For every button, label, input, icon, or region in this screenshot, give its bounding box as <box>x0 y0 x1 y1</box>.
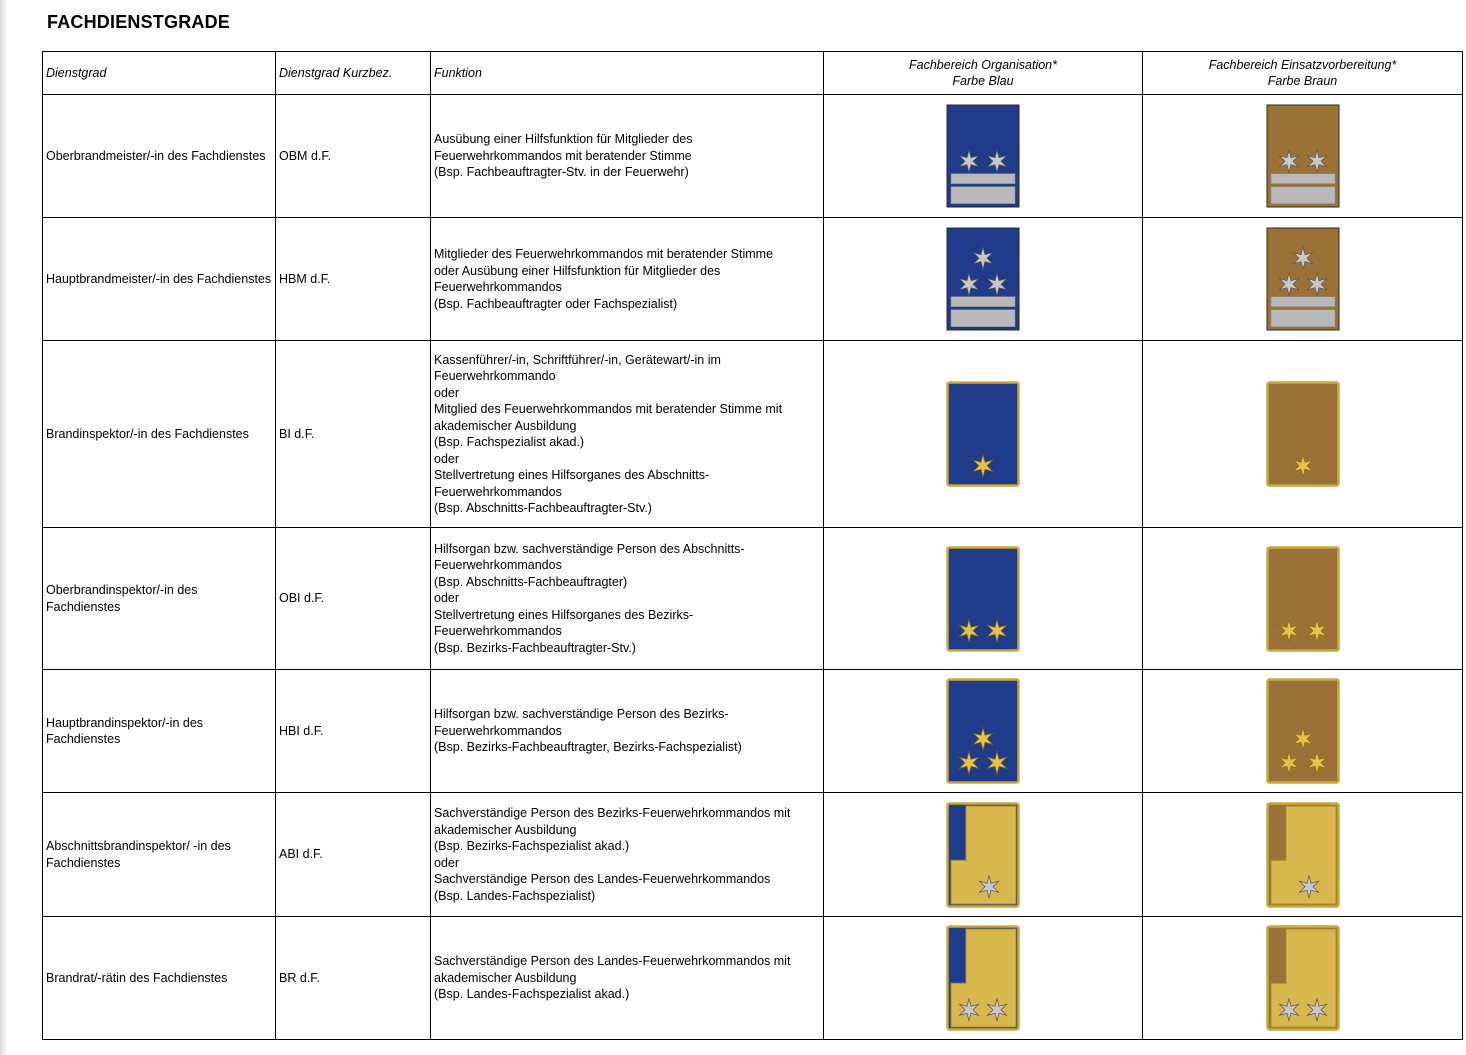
funktion-line: Stellvertretung eines Hilfsorganes des Abschnitts- <box>434 468 710 482</box>
funktion-line: Feuerwehrkommando <box>434 369 556 383</box>
funktion-cell <box>431 793 824 917</box>
funktion-cell <box>431 95 824 218</box>
funktion-line: Hilfsorgan bzw. sachverständige Person des Abschnitts- <box>434 541 745 556</box>
kurzbez-cell: OBI d.F. <box>276 528 431 670</box>
funktion-cell <box>431 917 824 1040</box>
header-einsatz <box>1143 52 1463 95</box>
funktion-line: (Bsp. Bezirks-Fachbeauftragter, Bezirks-Fachspezialist) <box>434 740 742 755</box>
funktion-line: Mitglied des Feuerwehrkommandos mit beratender Stimme mit <box>434 402 783 416</box>
table-row <box>43 528 1463 670</box>
page-title: FACHDIENSTGRADE <box>47 12 231 32</box>
funktion-line: akademischer Ausbildung <box>434 822 577 837</box>
dienstgrad-cell: Brandinspektor/-in des Fachdienstes <box>43 341 276 528</box>
funktion-line: (Bsp. Fachspezialist akad.) <box>434 435 585 449</box>
badge-organisation-cell <box>824 95 1143 218</box>
funktion-line: Sachverständige Person des Landes-Feuerwehrkommandos <box>434 872 771 886</box>
badge-organisation-cell <box>824 793 1143 917</box>
kurzbez-cell: OBM d.F. <box>276 95 431 218</box>
header-einsatz-line2: Farbe Braun <box>1267 74 1338 88</box>
badge-einsatz-cell <box>1143 341 1463 528</box>
funktion-line: akademischer Ausbildung <box>434 970 577 985</box>
funktion-line: Sachverständige Person des Landes-Feuerwehrkommandos mit <box>434 954 791 969</box>
funktion-line: Feuerwehrkommandos <box>434 558 562 573</box>
badge-einsatz-brown <box>1266 227 1340 331</box>
badge-organisation-blue <box>946 381 1020 487</box>
ranks-table <box>42 51 1463 1040</box>
funktion-line: Stellvertretung eines Hilfsorganes des Bezirks- <box>434 607 694 622</box>
dienstgrad-cell: Hauptbrandmeister/-in des Fachdienstes <box>43 218 276 341</box>
funktion-line: (Bsp. Landes-Fachspezialist akad.) <box>434 987 630 1002</box>
funktion-line: Kassenführer/-in, Schriftführer/-in, Gerätewart/-in im <box>434 352 721 367</box>
dienstgrad-cell: Oberbrandinspektor/-in des Fachdienstes <box>43 528 276 670</box>
table-header-row <box>43 52 1463 95</box>
badge-organisation-cell <box>824 917 1143 1040</box>
table-row <box>43 341 1463 528</box>
header-dienstgrad: Dienstgrad <box>43 52 276 95</box>
ranks-table-body <box>43 95 1463 1040</box>
badge-einsatz-brown <box>1266 925 1340 1031</box>
funktion-cell <box>431 670 824 793</box>
funktion-line: Hilfsorgan bzw. sachverständige Person des Bezirks- <box>434 707 729 722</box>
funktion-line: Sachverständige Person des Bezirks-Feuerwehrkommandos mit <box>434 806 791 820</box>
funktion-cell <box>431 218 824 341</box>
table-row <box>43 218 1463 341</box>
badge-organisation-cell <box>824 670 1143 793</box>
dienstgrad-cell: Oberbrandmeister/-in des Fachdienstes <box>43 95 276 218</box>
funktion-line: (Bsp. Fachbeauftragter oder Fachspezialist) <box>434 296 678 311</box>
kurzbez-cell: BR d.F. <box>276 917 431 1040</box>
funktion-line: Mitglieder des Feuerwehrkommandos mit beratender Stimme <box>434 247 774 261</box>
funktion-line: (Bsp. Bezirks-Fachspezialist akad.) <box>434 839 630 853</box>
funktion-line: Feuerwehrkommandos <box>434 624 562 639</box>
funktion-cell <box>431 528 824 670</box>
header-kurzbez: Dienstgrad Kurzbez. <box>276 52 431 95</box>
badge-organisation-cell <box>824 528 1143 670</box>
page-left-edge <box>0 0 6 1055</box>
badge-einsatz-brown <box>1266 546 1340 652</box>
header-organisation-line2: Farbe Blau <box>952 74 1014 88</box>
funktion-line: oder <box>434 385 460 400</box>
funktion-line: (Bsp. Bezirks-Fachbeauftragter-Stv.) <box>434 640 636 655</box>
badge-organisation-blue <box>946 678 1020 784</box>
funktion-line: Feuerwehrkommandos <box>434 484 562 499</box>
funktion-line: oder <box>434 451 460 466</box>
badge-einsatz-brown <box>1266 678 1340 784</box>
header-organisation-line1: Fachbereich Organisation* <box>909 57 1057 72</box>
badge-einsatz-brown <box>1266 381 1340 487</box>
badge-einsatz-cell <box>1143 670 1463 793</box>
badge-einsatz-cell <box>1143 218 1463 341</box>
badge-einsatz-cell <box>1143 793 1463 917</box>
funktion-line: (Bsp. Landes-Fachspezialist) <box>434 888 596 903</box>
table-row <box>43 670 1463 793</box>
badge-einsatz-cell <box>1143 917 1463 1040</box>
funktion-line: (Bsp. Fachbeauftragter-Stv. in der Feuerwehr) <box>434 165 689 180</box>
funktion-cell <box>431 341 824 528</box>
funktion-line: oder <box>434 855 460 870</box>
table-row <box>43 95 1463 218</box>
kurzbez-cell: ABI d.F. <box>276 793 431 917</box>
badge-organisation-blue <box>946 104 1020 208</box>
funktion-line: oder <box>434 591 460 606</box>
funktion-line: oder Ausübung einer Hilfsfunktion für Mitglieder des <box>434 263 721 278</box>
funktion-line: Feuerwehrkommandos <box>434 723 562 738</box>
header-funktion: Funktion <box>431 52 824 95</box>
badge-organisation-blue <box>946 925 1020 1031</box>
badge-einsatz-brown <box>1266 104 1340 208</box>
badge-organisation-blue <box>946 546 1020 652</box>
badge-organisation-cell <box>824 341 1143 528</box>
badge-organisation-cell <box>824 218 1143 341</box>
funktion-line: (Bsp. Abschnitts-Fachbeauftragter) <box>434 574 628 589</box>
badge-organisation-blue <box>946 227 1020 331</box>
table-row <box>43 793 1463 917</box>
header-einsatz-line1: Fachbereich Einsatzvorbereitung* <box>1208 57 1397 72</box>
dienstgrad-cell: Abschnittsbrandinspektor/ -in des Fachdienstes <box>43 793 276 917</box>
badge-organisation-blue <box>946 802 1020 908</box>
dienstgrad-cell: Hauptbrandinspektor/-in des Fachdienstes <box>43 670 276 793</box>
kurzbez-cell: BI d.F. <box>276 341 431 528</box>
funktion-line: Feuerwehrkommandos mit beratender Stimme <box>434 148 692 163</box>
header-organisation <box>824 52 1143 95</box>
kurzbez-cell: HBM d.F. <box>276 218 431 341</box>
badge-einsatz-cell <box>1143 528 1463 670</box>
funktion-line: Ausübung einer Hilfsfunktion für Mitglieder des <box>434 132 693 147</box>
badge-einsatz-brown <box>1266 802 1340 908</box>
dienstgrad-cell: Brandrat/-rätin des Fachdienstes <box>43 917 276 1040</box>
funktion-line: akademischer Ausbildung <box>434 418 577 433</box>
badge-einsatz-cell <box>1143 95 1463 218</box>
kurzbez-cell: HBI d.F. <box>276 670 431 793</box>
table-row <box>43 917 1463 1040</box>
funktion-line: Feuerwehrkommandos <box>434 280 562 294</box>
funktion-line: (Bsp. Abschnitts-Fachbeauftragter-Stv.) <box>434 501 652 515</box>
